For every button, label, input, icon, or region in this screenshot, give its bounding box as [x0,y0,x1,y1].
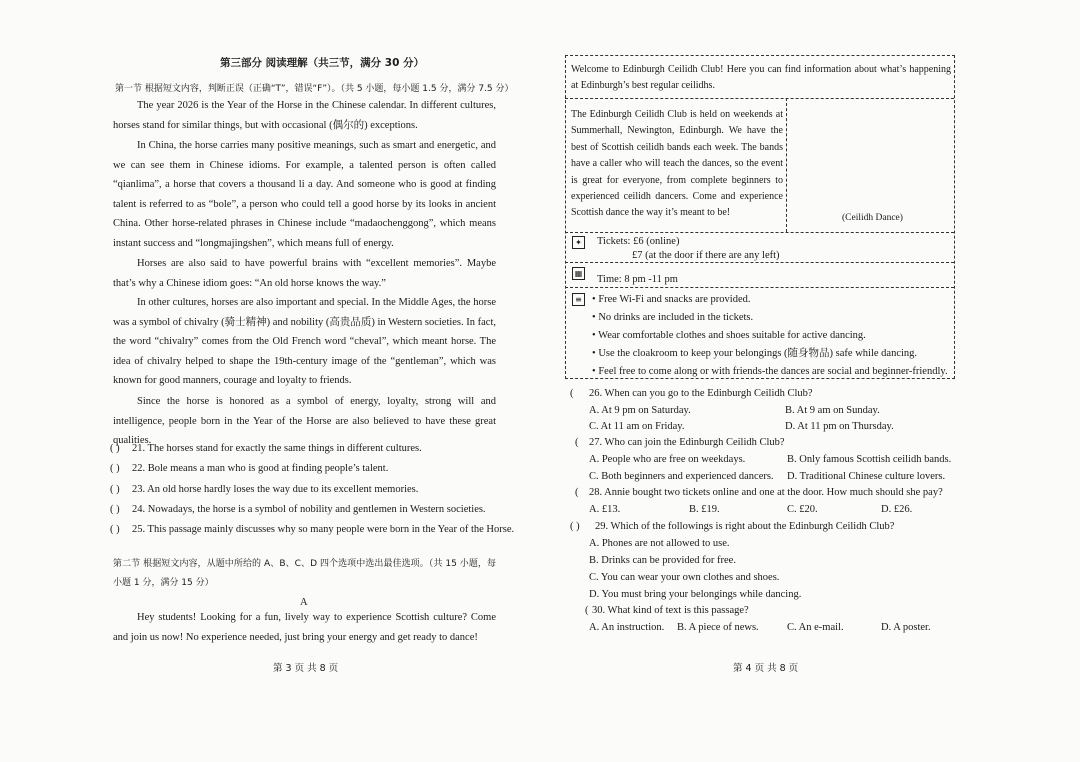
divider [786,98,787,232]
notes-icon: ≡ [572,293,585,306]
q28-option-a: A. £13. [589,504,621,515]
bullet-item: • Wear comfortable clothes and shoes suitable for active dancing. [592,330,866,341]
question-21: ( ) 21. The horses stand for exactly the same things in different cultures. [110,443,422,454]
q30-stem: 30. What kind of text is this passage? [592,605,749,616]
tickets-online: Tickets: £6 (online) [597,236,680,247]
ticket-icon: ✦ [572,236,585,249]
passage-p3: Horses are also said to have powerful brains with “excellent memories”. Maybe that’s why a Chinese idiom goes: “An old horse knows the way.” [113,258,496,289]
q27-option-a: A. People who are free on weekdays. [589,454,746,465]
section3-title: 第三部分 阅读理解（共三节，满分 30 分） [220,57,425,69]
q26-option-b: B. At 9 am on Sunday. [785,405,880,416]
passage-label: A [300,597,308,608]
passage-p5: Since the horse is honored as a symbol of energy, loyalty, strong will and intelligence, people born in the Year of the Horse are also believed to have these great qualities. [113,396,496,447]
bullet-item: • Free Wi-Fi and snacks are provided. [592,294,751,305]
q27-stem: 27. Who can join the Edinburgh Ceilidh Club? [589,437,785,448]
q26-stem: 26. When can you go to the Edinburgh Ceilidh Club? [589,388,813,399]
question-25: ( ) 25. This passage mainly discusses why so many people were born in the Year of the Horse. [110,524,515,535]
passage-p4: In other cultures, horses are also important and special. In the Middle Ages, the horse was a symbol of chivalry (骑士精神) and nobility (高贵品质) in Western societies. In fact, the word “chivalry” comes from the Old French word “cheval”, which meant horse. The idea of chivalry helped to shape the 19th-century image of the “gentleman”, which was known for good manners, courage and loyalty to friends. [113,297,497,387]
q26-option-a: A. At 9 pm on Saturday. [589,405,691,416]
q29-option-c: C. You can wear your own clothes and shoes. [589,572,780,583]
page-number-right: 第 4 页 共 8 页 [733,663,799,674]
divider [565,98,954,99]
poster-welcome: Welcome to Edinburgh Ceilidh Club! Here you can find information about what’s happening at Edinburgh’s best regular ceilidhs. [571,64,951,91]
q27-paren: ( [575,437,579,448]
page-number-left: 第 3 页 共 8 页 [273,663,339,674]
part1-instructions: 第一节 根据短文内容，判断正误（正确“T”，错误“F”）。（共 5 小题，每小题 1.5 分，满分 7.5 分） [115,84,514,94]
club-description: The Edinburgh Ceilidh Club is held on weekends at Summerhall, Newington, Edinburgh. We have the best of Scottish ceilidh bands each week. The bands have a caller who will teach the dances, so the event is great for everyone, from complete beginners to experienced ceilidh dancers. Come and experience Scottish dance the way it’s meant to be! [571,109,783,219]
q26-option-d: D. At 11 pm on Thursday. [785,421,894,432]
divider [565,287,954,288]
bullet-item: • Feel free to come along or with friends-the dances are social and beginner-friendly. [592,366,948,377]
q29-option-d: D. You must bring your belongings while dancing. [589,589,802,600]
tickets-door: £7 (at the door if there are any left) [632,250,780,261]
question-24: ( ) 24. Nowadays, the horse is a symbol of nobility and gentlemen in Western societies. [110,504,486,515]
passage-p1: The year 2026 is the Year of the Horse in the Chinese calendar. In different cultures, horses stand for similar things, but with occasional (偶尔的) exceptions. [113,100,496,131]
q30-paren: ( [585,605,589,616]
q28-paren: ( [575,487,579,498]
q29-paren: ( ) [570,521,580,532]
bullet-item: • No drinks are included in the tickets. [592,312,754,323]
passage-a-intro: Hey students! Looking for a fun, lively way to experience Scottish culture? Come and join us now! No experience needed, just bring your energy and get ready to dance! [113,612,496,643]
divider [565,232,954,233]
q30-option-c: C. An e-mail. [787,622,844,633]
q26-paren: ( [570,388,574,399]
q28-option-d: D. £26. [881,504,913,515]
q28-stem: 28. Annie bought two tickets online and one at the door. How much should she pay? [589,487,943,498]
q30-option-a: A. An instruction. [589,622,665,633]
image-caption: (Ceilidh Dance) [842,213,903,223]
event-time: Time: 8 pm -11 pm [597,274,678,285]
q27-option-b: B. Only famous Scottish ceilidh bands. [787,454,952,465]
q26-option-c: C. At 11 am on Friday. [589,421,685,432]
q30-option-d: D. A poster. [881,622,931,633]
question-22: ( ) 22. Bole means a man who is good at finding people’s talent. [110,463,389,474]
bullet-item: • Use the cloakroom to keep your belongings (随身物品) safe while dancing. [592,348,918,359]
q30-option-b: B. A piece of news. [677,622,759,633]
passage-p2: In China, the horse carries many positive meanings, such as smart and energetic, and we can see them in Chinese idioms. For example, a talented person is often called “qianlima”, a horse that covers a thousand li a day. And someone who is good at finding talent is referred to as “bole”, a person who could tell a good horse by its looks in ancient China. Other horse-related phrases in Chinese include “madaochenggong”, which means instant success and “longmajingshen”, which means full of energy. [113,140,496,249]
part2-instructions: 第二节 根据短文内容，从题中所给的 A、B、C、D 四个选项中选出最佳选项。（共 15 小题，每小题 1 分，满分 15 分） [113,559,496,588]
question-23: ( ) 23. An old horse hardly loses the way due to its excellent memories. [110,484,419,495]
q29-option-a: A. Phones are not allowed to use. [589,538,730,549]
q27-option-d: D. Traditional Chinese culture lovers. [787,471,946,482]
q29-option-b: B. Drinks can be provided for free. [589,555,736,566]
q28-option-c: C. £20. [787,504,818,515]
calendar-icon: ▦ [572,267,585,280]
q28-option-b: B. £19. [689,504,720,515]
q27-option-c: C. Both beginners and experienced dancers. [589,471,774,482]
q29-stem: 29. Which of the followings is right about the Edinburgh Ceilidh Club? [595,521,895,532]
